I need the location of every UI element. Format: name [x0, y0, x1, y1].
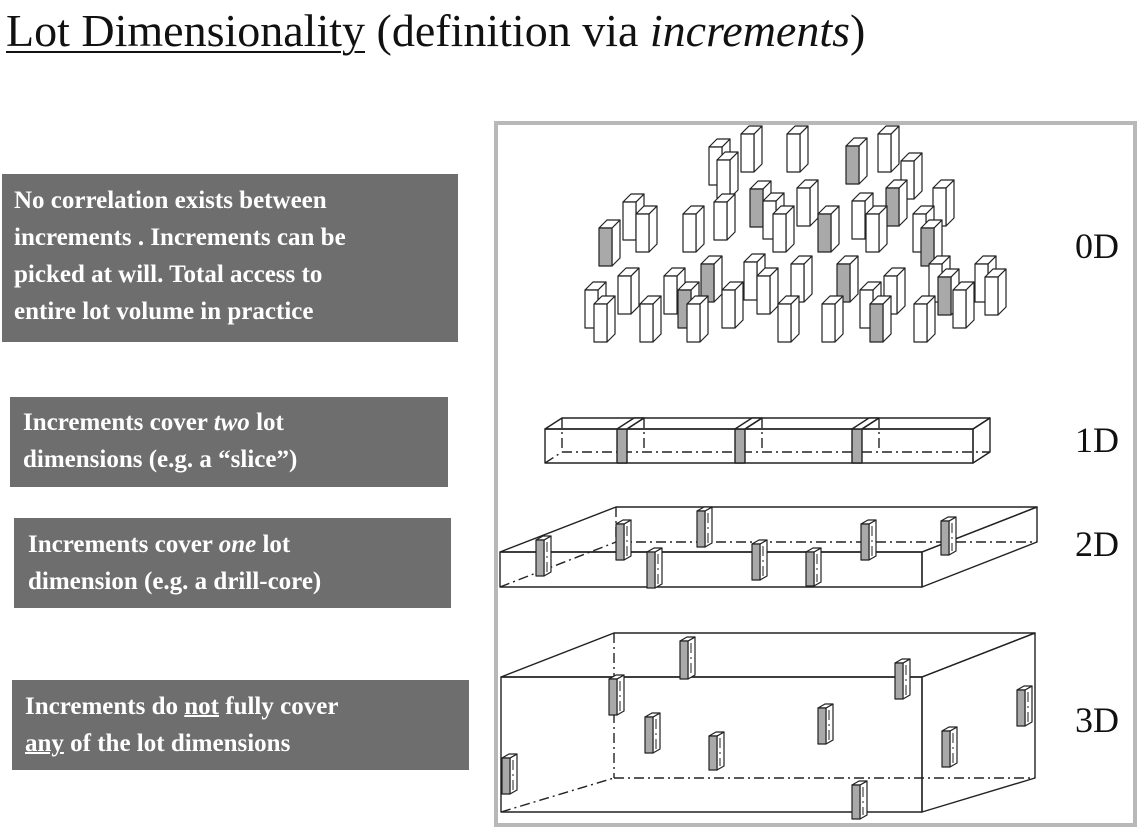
increment-0d-15-front [852, 201, 865, 239]
increment-0d-2-front [787, 134, 800, 172]
increment-3d-6-front [818, 708, 826, 744]
increment-3d-2-front [609, 679, 617, 715]
core-2d-4-front [647, 552, 655, 588]
box-3d-text-b: fully cover [219, 693, 339, 720]
box-2d-line-2: dimension (e.g. a drill-core) [28, 568, 322, 595]
increment-0d-40-front [594, 304, 607, 342]
increment-3d-7-front [709, 736, 717, 770]
box-1d-emphasis: two [213, 409, 250, 436]
label-1d: 1D [1075, 420, 1119, 460]
increment-0d-27-front [744, 262, 757, 300]
increment-0d-3-front [878, 134, 891, 172]
plate-2d-hidden-diag [500, 542, 616, 587]
slice-1d-3-front [852, 429, 862, 463]
increment-3d-3-front [895, 663, 903, 699]
increment-0d-34-front [722, 290, 735, 328]
plate-2d-right [922, 507, 1037, 587]
increment-0d-16-front [599, 228, 612, 266]
box-1d-text-b: lot [249, 409, 284, 436]
increment-0d-8-front [623, 202, 636, 240]
block-3d-hidden-diag [501, 778, 614, 812]
box-1d-line-2: dimensions (e.g. a “slice”) [23, 446, 298, 473]
box-2d-emphasis: one [218, 531, 257, 558]
title-italic: increments [649, 5, 851, 56]
slab-1d-right [973, 418, 990, 463]
core-2d-1-front [536, 540, 544, 576]
increment-3d-5-front [645, 717, 653, 753]
plate-2d-front [500, 552, 922, 587]
box-3d-underlined-any: any [25, 730, 64, 757]
box-0d-line-4: entire lot volume in practice [14, 298, 314, 325]
box-1d-text-a: Increments cover [23, 409, 214, 436]
title-paren-open: (definition via [365, 5, 650, 56]
box-3d-text-a: Increments do [25, 693, 185, 720]
label-3d: 3D [1075, 700, 1119, 740]
core-2d-5-front [752, 544, 760, 580]
increment-0d-42-front [687, 304, 700, 342]
slab-1d-front [545, 429, 973, 463]
increment-0d-44-front [822, 304, 835, 342]
increment-0d-21-front [866, 214, 879, 252]
increment-0d-43-front [778, 304, 791, 342]
core-2d-7-front [861, 524, 869, 560]
label-0d: 0D [1075, 226, 1119, 266]
box-2d-text-b: lot [256, 531, 291, 558]
label-2d: 2D [1075, 524, 1119, 564]
core-2d-8-front [941, 521, 949, 555]
slice-1d-2-front [735, 429, 745, 463]
slab-1d-top [545, 418, 990, 429]
slice-1d-1-front [617, 429, 627, 463]
box-3d-underlined-not: not [184, 693, 219, 720]
title-main: Lot Dimensionality [6, 5, 366, 56]
increment-0d-20-front [818, 214, 831, 252]
box-0d-line-1: No correlation exists between [14, 187, 327, 214]
increment-0d-19-front [773, 214, 786, 252]
block-3d-top [501, 633, 1035, 677]
increment-3d-10-front [852, 785, 860, 819]
increment-0d-28-front [757, 276, 770, 314]
core-2d-6-front [806, 552, 814, 586]
increment-0d-24-front [618, 276, 631, 314]
core-2d-2-front [616, 524, 624, 560]
core-2d-3-front [697, 511, 705, 547]
increment-3d-9-front [502, 758, 510, 794]
title-paren-close: ) [850, 5, 866, 56]
increment-0d-17-front [636, 214, 649, 252]
increment-0d-47-front [914, 304, 927, 342]
increment-3d-8-front [942, 731, 950, 767]
increment-0d-12-front [886, 188, 899, 226]
increment-0d-18-front [683, 214, 696, 252]
increment-0d-46-front [870, 304, 883, 342]
increment-0d-39-front [985, 277, 998, 315]
slab-1d-hidden-diag [545, 452, 562, 463]
increment-0d-37-front [953, 290, 966, 328]
increment-0d-41-front [640, 304, 653, 342]
increment-0d-9-front [750, 189, 763, 227]
increment-0d-10-front [797, 188, 810, 226]
increment-3d-4-front [1017, 690, 1025, 726]
increment-0d-36-front [938, 277, 951, 315]
increment-3d-1-front [680, 641, 688, 679]
increment-0d-13-front [714, 202, 727, 240]
increment-0d-6-front [717, 160, 730, 198]
increment-0d-1-front [741, 134, 754, 172]
box-2d-text-a: Increments cover [28, 531, 219, 558]
box-3d-text-c: of the lot dimensions [63, 730, 291, 757]
box-0d-line-2: increments . Increments can be [14, 224, 346, 251]
increment-0d-4-front [846, 146, 859, 184]
increment-0d-25-front [664, 276, 677, 314]
box-0d-line-3: picked at will. Total access to [14, 261, 323, 288]
